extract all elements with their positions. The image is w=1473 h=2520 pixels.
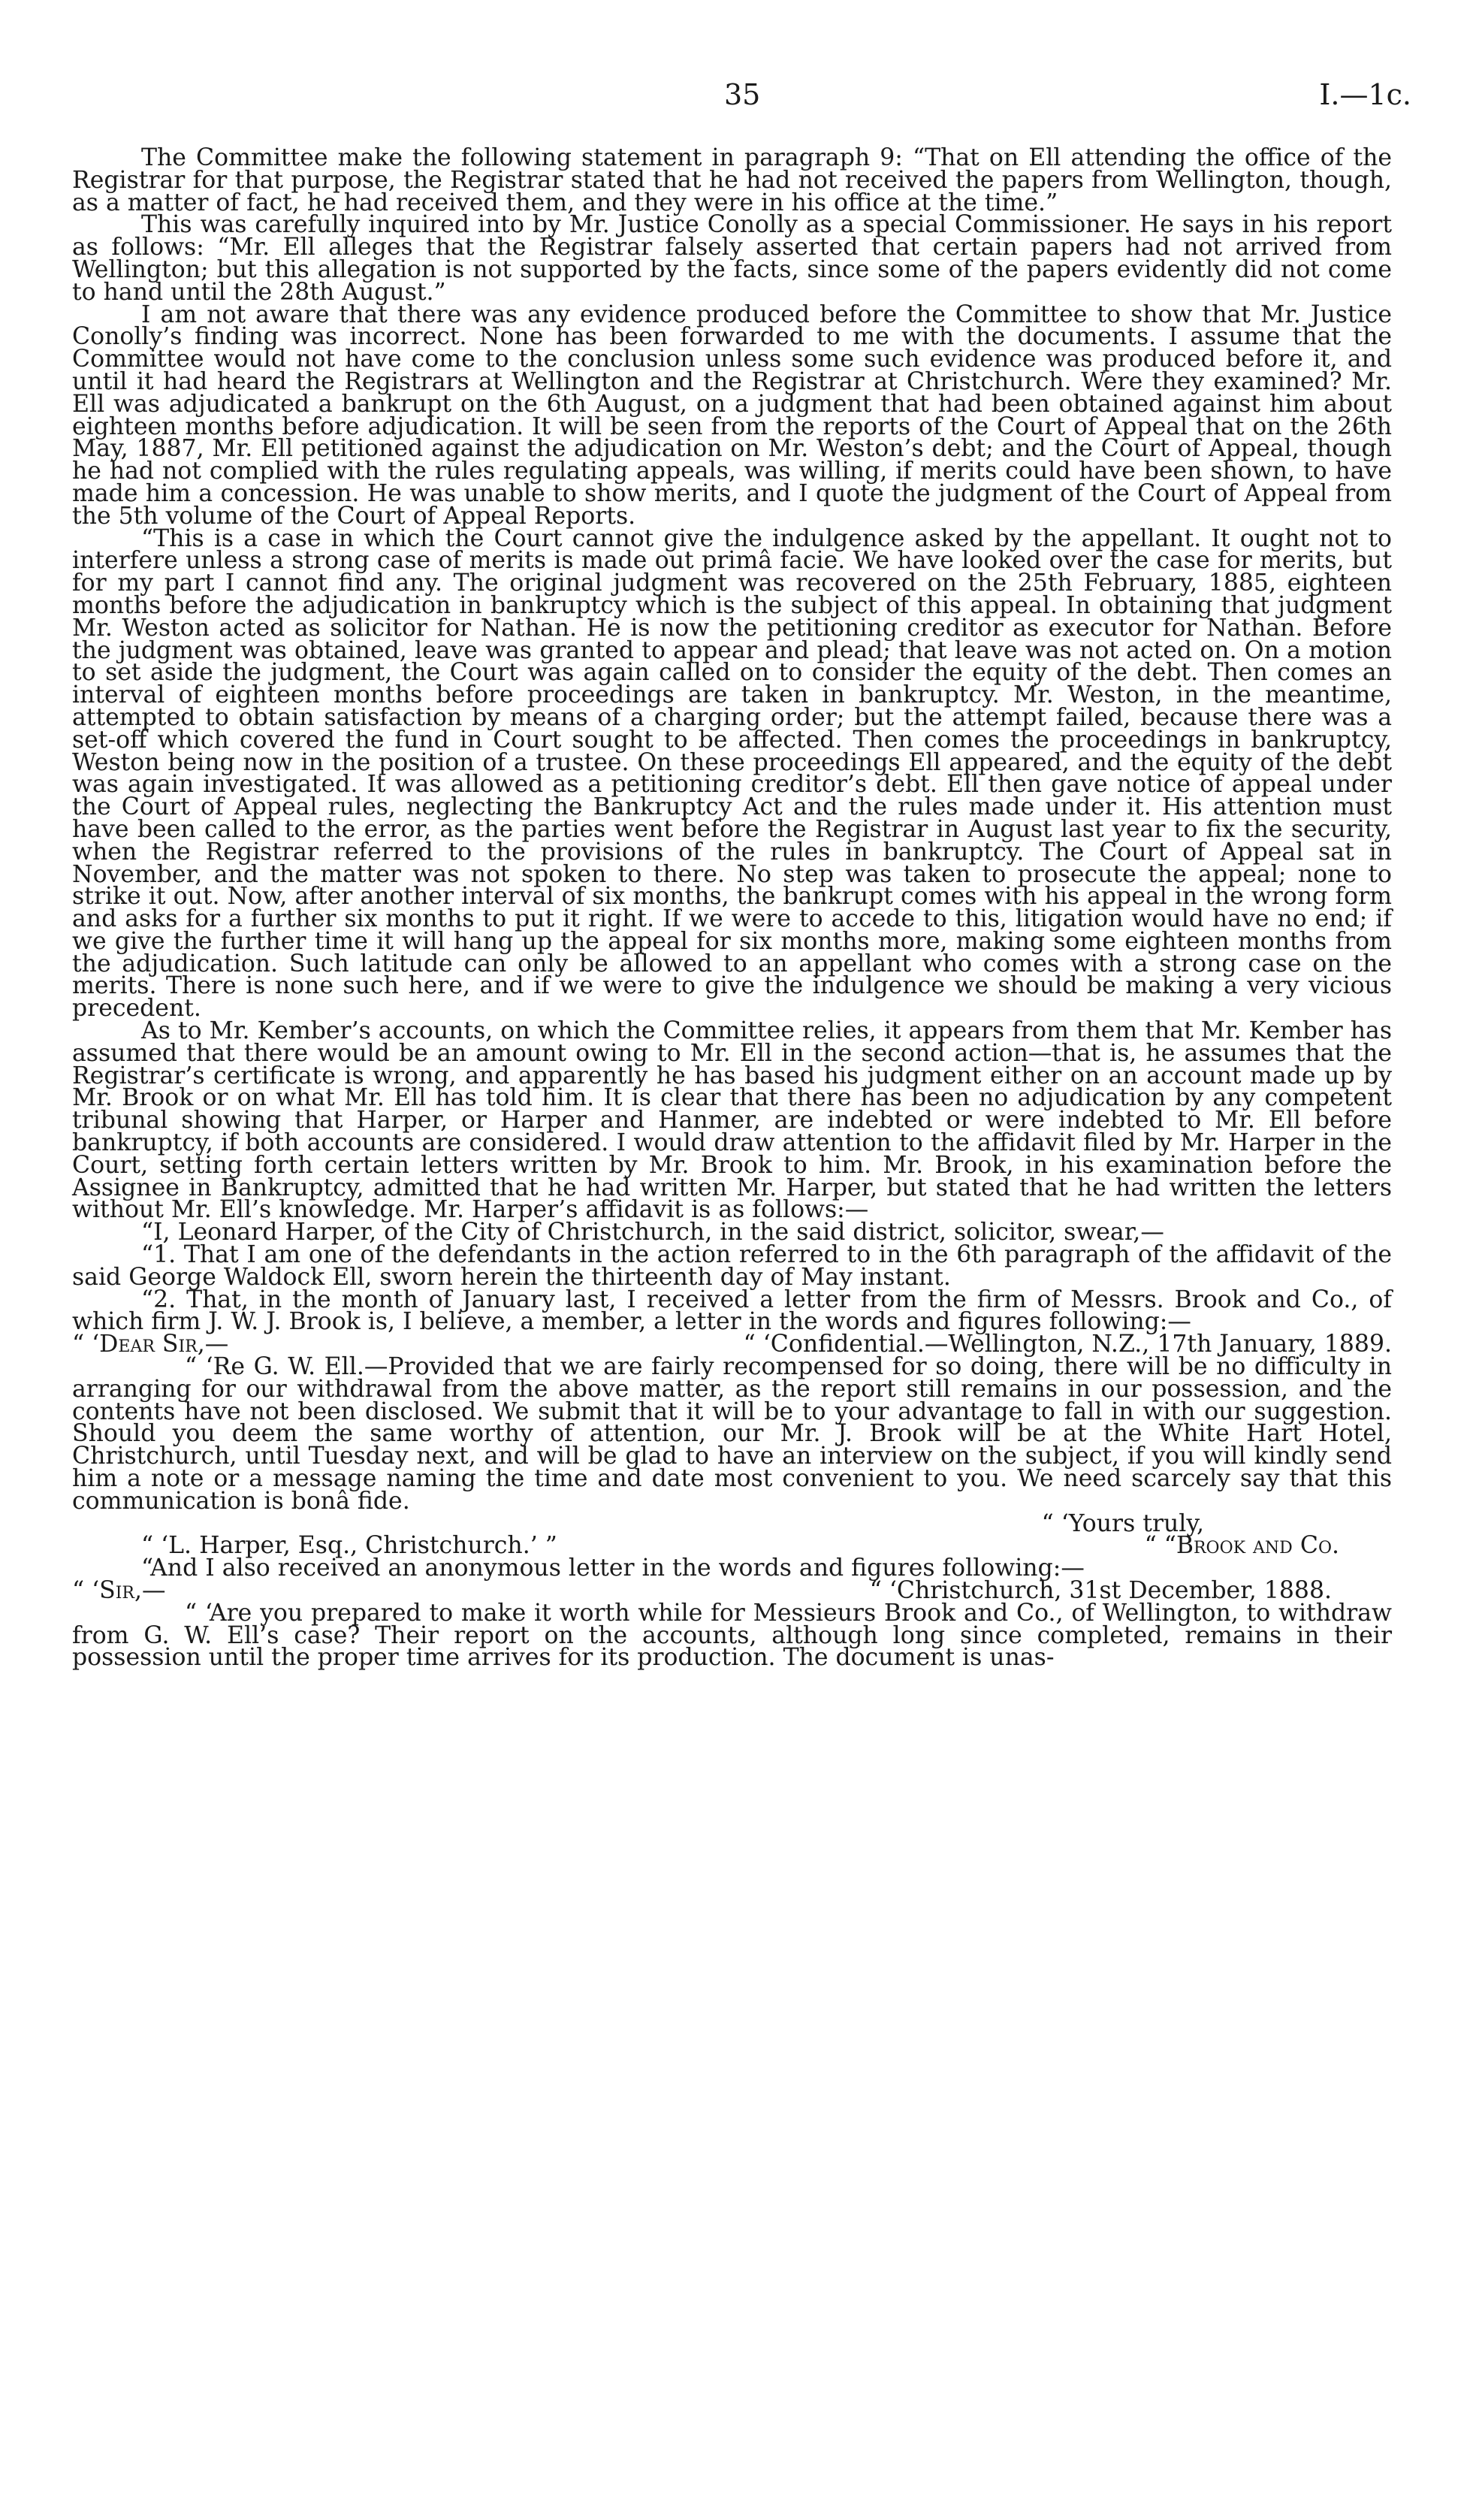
page-number: 35 bbox=[724, 78, 761, 111]
letter2-dateline: “ ‘Christchurch, 31st December, 1888. bbox=[869, 1577, 1332, 1604]
letter2-body: “ ‘Are you prepared to make it worth while for Messieurs Brook and Co., of Wellington, to withdraw from G. W. Ell’s case? Their report on the accounts, although long since completed, remains in their possession until the proper time arrives for its production. The document is unas- bbox=[72, 1599, 1392, 1672]
paragraph-affidavit-2: “2. That, in the month of January last, I received a letter from the firm of Messrs. Brook and Co., of which firm J. W. J. Brook is, I believe, a member, a letter in the words and figures following:— bbox=[72, 1286, 1392, 1336]
letter1-signature: “ “Brook and Co. bbox=[1144, 1532, 1339, 1560]
letter2-salutation: “ ‘Sir,— bbox=[72, 1577, 166, 1604]
paragraph-evidence: I am not aware that there was any evidence produced before the Committee to show that Mr. Justice Conolly’s finding was incorrect. None has been forwarded to me with the documents. I assume that the Committee would not have come to the conclusion unless some such evidence was produced before it, and until it had heard the Registrars at Wellington and the Registrar at Christchurch. Were they examined? Mr. Ell was adjudicated a bankrupt on the 6th August, on a judgment that had been obtained against him about eighteen months before adjudication. It will be seen from the reports of the Court of Appeal that on the 26th May, 1887, Mr. Ell petitioned against the adjudication on Mr. Weston’s debt; and the Court of Appeal, though he had not complied with the rules regulating appeals, was willing, if merits could have been shown, to have made him a concession. He was unable to show merits, and I quote the judgment of the Court of Appeal from the 5th volume of the Court of Appeal Reports. bbox=[72, 301, 1392, 530]
letter1-addressee: “ ‘L. Harper, Esq., Christchurch.’ ” bbox=[141, 1532, 557, 1560]
paragraph-affidavit-intro: “I, Leonard Harper, of the City of Christchurch, in the said district, solicitor, swear,— bbox=[141, 1219, 1164, 1246]
letter1-body: “ ‘Re G. W. Ell.—Provided that we are fairly recompensed for so doing, there will be no difficulty in arranging for our withdrawal from the above matter, as the report still remains in our possession, and the contents have not been disclosed. We submit that it will be to your advantage to fall in with our suggestion. Should you deem the same worthy of attention, our Mr. J. Brook will be at the White Hart Hotel, Christchurch, until Tuesday next, and will be glad to have an interview on the subject, if you will kindly send him a note or a message naming the time and date most convenient to you. We need scarcely say that this communication is bonâ fide. bbox=[72, 1353, 1392, 1515]
letter1-salutation: “ ‘Dear Sir,— bbox=[72, 1331, 229, 1358]
letter1-closing: “ ‘Yours truly, bbox=[1041, 1509, 1204, 1537]
paragraph-conolly-inquiry: This was carefully inquired into by Mr. Justice Conolly as a special Commissioner. He says in his report as follows: “Mr. Ell alleges that the Registrar falsely asserted that certain papers had not arrived from Wellington; but this allegation is not supported by the facts, since some of the papers evidently did not come to hand until the 28th August.” bbox=[72, 211, 1392, 306]
paragraph-committee-statement: The Committee make the following statement in paragraph 9: “That on Ell attending the office of the Registrar for that purpose, the Registrar stated that he had not received the papers from Wellington, though, as a matter of fact, he had received them, and they were in his office at the time.” bbox=[72, 144, 1392, 216]
paragraph-anonymous-letter: “And I also received an anonymous letter in the words and figures following:— bbox=[141, 1555, 1085, 1582]
letter1-dateline: “ ‘Confidential.—Wellington, N.Z., 17th January, 1889. bbox=[743, 1331, 1392, 1358]
document-body bbox=[72, 144, 1392, 1672]
paragraph-appeal-judgment: “This is a case in which the Court cannot give the indulgence asked by the appellant. It ought not to interfere unless a strong case of merits is made out primâ facie. We have looked over the case for merits, but for my part I cannot find any. The original judgment was recovered on the 25th February, 1885, eighteen months before the adjudication in bankruptcy which is the subject of this appeal. In obtaining that judgment Mr. Weston acted as solicitor for Nathan. He is now the petitioning creditor as executor for Nathan. Before the judgment was obtained, leave was granted to appear and plead; that leave was not acted on. On a motion to set aside the judgment, the Court was again called on to consider the equity of the debt. Then comes an interval of eighteen months before proceedings are taken in bankruptcy. Mr. Weston, in the meantime, attempted to obtain satisfaction by means of a charging order; but the attempt failed, because there was a set-off which covered the fund in Court sought to be affected. Then comes the proceedings in bankruptcy, Weston being now in the position of a trustee. On these proceedings Ell appeared, and the equity of the debt was again investigated. It was allowed as a petitioning creditor’s debt. Ell then gave notice of appeal under the Court of Appeal rules, neglecting the Bankruptcy Act and the rules made under it. His attention must have been called to the error, as the parties went before the Registrar in August last year to fix the security, when the Registrar referred to the provisions of the rules in bankruptcy. The Court of Appeal sat in November, and the matter was not spoken to there. No step was taken to prosecute the appeal; none to strike it out. Now, after another interval of six months, the bankrupt comes with his appeal in the wrong form and asks for a further six months to put it right. If we were to accede to this, litigation would have no end; if we give the further time it will hang up the appeal for six months more, making some eighteen months from the adjudication. Such latitude can only be allowed to an appellant who comes with a strong case on the merits. There is none such here, and if we were to give the indulgence we should be making a very vicious precedent. bbox=[72, 524, 1392, 1023]
paragraph-kember-accounts: As to Mr. Kember’s accounts, on which the Committee relies, it appears from them that Mr. Kember has assumed that there would be an amount owing to Mr. Ell in the second action—that is, he assumes that the Registrar’s certificate is wrong, and apparently he has based his judgment either on an account made up by Mr. Brook or on what Mr. Ell has told him. It is clear that there has been no adjudication by any competent tribunal showing that Harper, or Harper and Hanmer, are indebted or were indebted to Mr. Ell before bankruptcy, if both accounts are considered. I would draw attention to the affidavit filed by Mr. Harper in the Court, setting forth certain letters written by Mr. Brook to him. Mr. Brook, in his examination before the Assignee in Bankruptcy, admitted that he had written Mr. Harper, but stated that he had written the letters without Mr. Ell’s knowledge. Mr. Harper’s affidavit is as follows:— bbox=[72, 1017, 1392, 1224]
document-reference: I.—1c. bbox=[1319, 78, 1411, 111]
paragraph-affidavit-1: “1. That I am one of the defendants in the action referred to in the 6th paragraph of the affidavit of the said George Waldock Ell, sworn herein the thirteenth day of May instant. bbox=[72, 1241, 1392, 1291]
page-header bbox=[0, 78, 1473, 116]
